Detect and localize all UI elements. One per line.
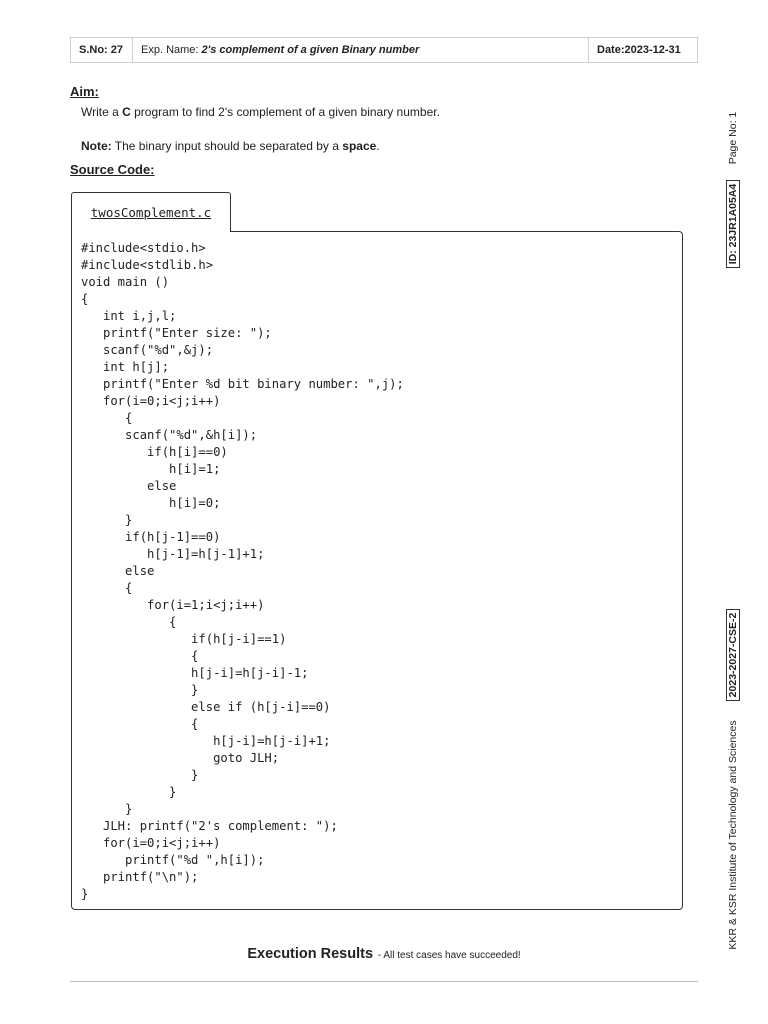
code-line: int h[j]; bbox=[81, 360, 170, 374]
code-line: } bbox=[81, 683, 199, 697]
code-line: #include<stdlib.h> bbox=[81, 258, 214, 272]
code-line: else if (h[j-i]==0) bbox=[81, 700, 331, 714]
code-line: else bbox=[81, 479, 177, 493]
code-line: printf("%d ",h[i]); bbox=[81, 853, 265, 867]
code-line: printf("Enter size: "); bbox=[81, 326, 272, 340]
note-label: Note: bbox=[81, 139, 112, 153]
code-line: } bbox=[81, 768, 199, 782]
page-number-text: Page No: 1 bbox=[727, 111, 739, 165]
execution-title: Execution Results bbox=[247, 946, 374, 962]
code-line: { bbox=[81, 581, 133, 595]
code-line: for(i=0;i<j;i++) bbox=[81, 836, 221, 850]
aim-text-part: Write a bbox=[81, 105, 123, 119]
experiment-label: Exp. Name: bbox=[141, 44, 199, 56]
code-line: scanf("%d",&h[i]); bbox=[81, 428, 258, 442]
batch-text: 2023-2027-CSE-2 bbox=[726, 609, 740, 702]
file-tab[interactable] bbox=[71, 192, 231, 232]
code-line: h[j-1]=h[j-1]+1; bbox=[81, 547, 265, 561]
code-line: } bbox=[81, 513, 133, 527]
code-line: h[i]=0; bbox=[81, 496, 221, 510]
experiment-name-cell bbox=[133, 38, 589, 62]
code-line: { bbox=[81, 292, 89, 306]
serial-number: S.No: 27 bbox=[71, 38, 133, 62]
code-line: if(h[i]==0) bbox=[81, 445, 228, 459]
institute-text: KKR & KSR Institute of Technology and Sciences bbox=[727, 720, 739, 950]
code-line: int i,j,l; bbox=[81, 309, 177, 323]
note-text-part: The binary input should be separated by a bbox=[111, 139, 343, 153]
code-line: printf("\n"); bbox=[81, 870, 199, 884]
code-line: h[j-i]=h[j-i]-1; bbox=[81, 666, 309, 680]
execution-results bbox=[0, 945, 768, 963]
code-line: for(i=1;i<j;i++) bbox=[81, 598, 265, 612]
code-line: { bbox=[81, 411, 133, 425]
code-line: else bbox=[81, 564, 155, 578]
source-code-heading: Source Code: bbox=[70, 162, 155, 177]
date: Date:2023-12-31 bbox=[597, 44, 681, 56]
code-line: { bbox=[81, 615, 177, 629]
note-text-part: . bbox=[376, 139, 380, 153]
code-line: if(h[j-i]==1) bbox=[81, 632, 287, 646]
student-id-text: ID: 23JR1A05A4 bbox=[726, 180, 740, 269]
code-line: { bbox=[81, 649, 199, 663]
code-line: JLH: printf("2's complement: "); bbox=[81, 819, 338, 833]
divider bbox=[70, 981, 698, 982]
aim-text-bold: C bbox=[122, 105, 131, 119]
file-name: twosComplement.c bbox=[90, 205, 212, 220]
aim-text-part: program to find 2's complement of a given binary number. bbox=[130, 105, 440, 119]
institute-name bbox=[726, 655, 740, 1015]
header-table bbox=[70, 37, 698, 63]
code-block bbox=[71, 231, 683, 910]
student-id bbox=[726, 159, 740, 289]
code-line: h[i]=1; bbox=[81, 462, 221, 476]
note bbox=[81, 139, 380, 153]
code-line: { bbox=[81, 717, 199, 731]
code-line: for(i=0;i<j;i++) bbox=[81, 394, 221, 408]
experiment-name: 2's complement of a given Binary number bbox=[201, 44, 420, 56]
code-line: } bbox=[81, 785, 177, 799]
note-text-bold: space bbox=[342, 139, 377, 153]
code-line: } bbox=[81, 802, 133, 816]
aim-heading: Aim: bbox=[70, 84, 99, 99]
code-line: h[j-i]=h[j-i]+1; bbox=[81, 734, 331, 748]
code-line: #include<stdio.h> bbox=[81, 241, 206, 255]
execution-status: - All test cases have succeeded! bbox=[375, 950, 521, 961]
aim-text bbox=[81, 105, 440, 119]
code-line: goto JLH; bbox=[81, 751, 280, 765]
code-line: if(h[j-1]==0) bbox=[81, 530, 221, 544]
code-line: scanf("%d",&j); bbox=[81, 343, 214, 357]
code-line: } bbox=[81, 887, 89, 901]
code-line: void main () bbox=[81, 275, 170, 289]
code-line: printf("Enter %d bit binary number: ",j); bbox=[81, 377, 404, 391]
